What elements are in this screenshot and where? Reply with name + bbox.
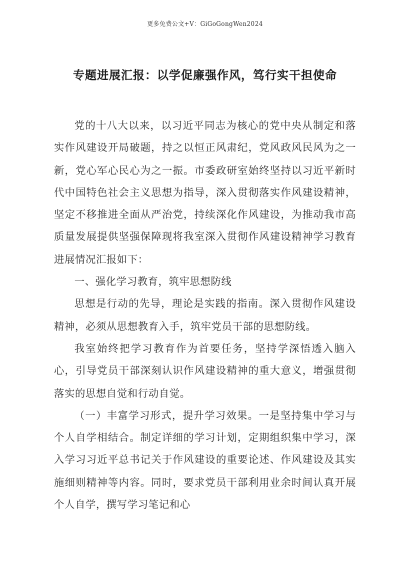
header-note: 更多免费公文+V：GiGoGongWen2024 [147, 21, 263, 28]
document-title: 专题进展汇报：以学促廉强作风，笃行实干担使命 [73, 68, 337, 82]
body-paragraph: 党的十八大以来，以习近平同志为核心的党中央从制定和落实作风建设开局破题，持之以恒正风肃纪，党风政风民风为之一新，党心军心民心为之一振。市委政研室始终坚持以习近平新时代中国特色社会主义思想为指导，深入贯彻落实作风建设精神，坚定不移推进全面从严治党，持续深化作风建设，为推动我市高质量发展提供坚强保障现将我室深入贯彻作风建设精神学习教育进展情况汇报如下： [54, 121, 356, 266]
body-paragraph: 思想是行动的先导，理论是实践的指南。深入贯彻作风建设精神，必须从思想教育入手，筑牢党员干部的思想防线。 [54, 299, 356, 333]
document-body [54, 116, 356, 517]
body-paragraph: 我室始终把学习教育作为首要任务，坚持学深悟透入脑入心，引导党员干部深刻认识作风建设精神的重大意义，增强贯彻落实的思想自觉和行动自觉。 [54, 343, 356, 400]
body-paragraph: （一）丰富学习形式，提升学习效果。一是坚持集中学习与个人自学相结合。制定详细的学习计划，定期组织集中学习，深入学习习近平总书记关于作风建设的重要论述、作风建设及其实施细则精神等内容。同时，要求党员干部利用业余时间认真开展个人自学，撰写学习笔记和心 [54, 410, 356, 512]
section-heading: 一、强化学习教育，筑牢思想防线 [74, 277, 232, 289]
